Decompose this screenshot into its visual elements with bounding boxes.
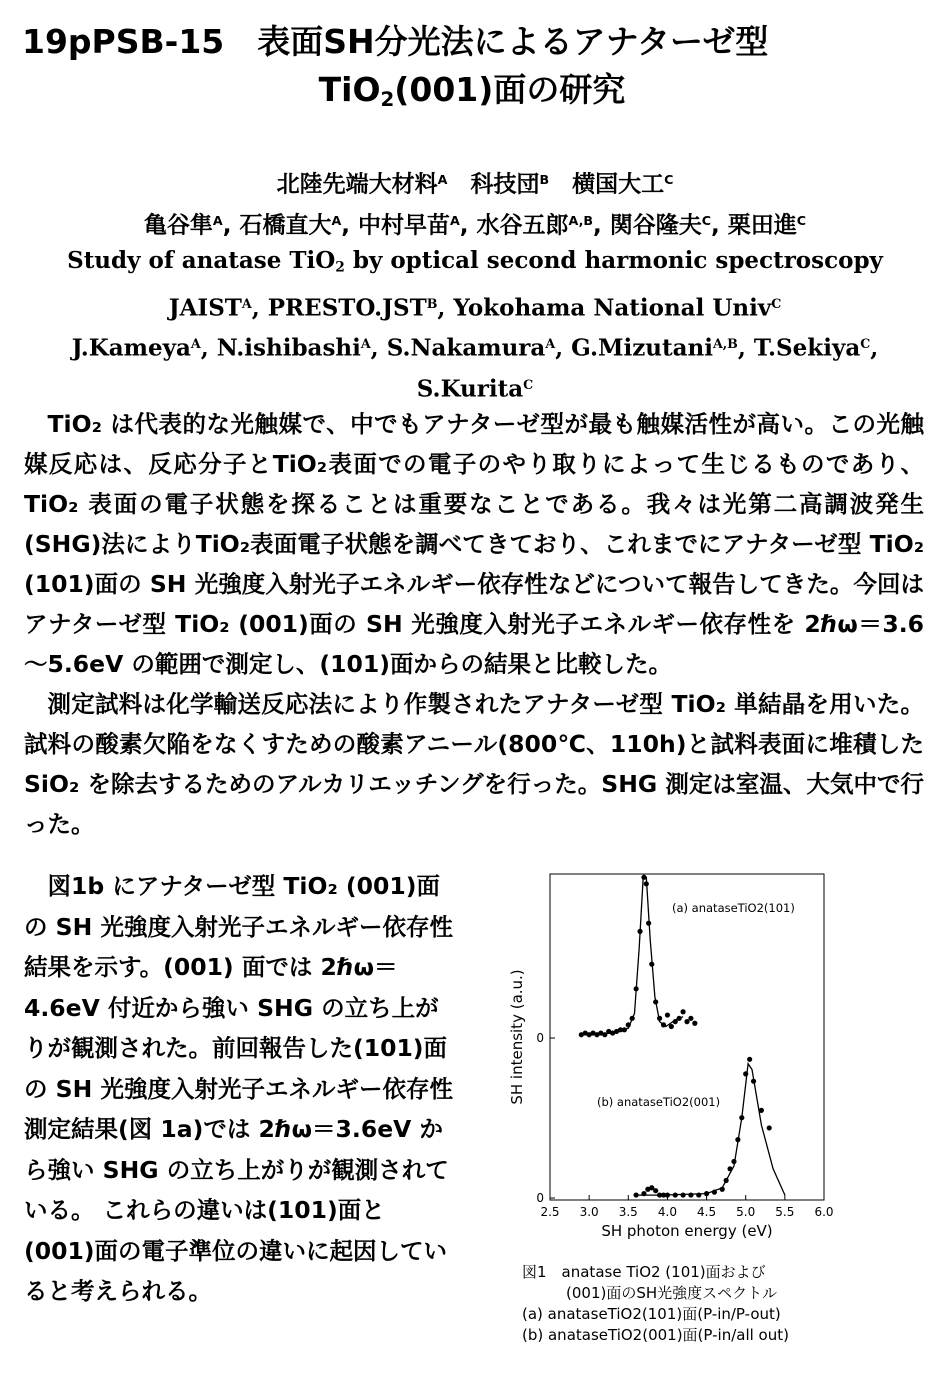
series-0-point-17 [644,881,649,886]
affiliation-jp-sup-1: B [539,172,550,187]
author-en-sup-4: C [860,336,871,352]
series-1-point-14 [720,1187,725,1192]
figure-1 [492,862,932,1382]
author-jp-sup-1: A [331,212,342,228]
results-column [24,866,454,1312]
english-title [20,243,930,285]
series-1-point-23 [759,1108,764,1113]
affiliation-en-1: PRESTO.JST [267,294,427,322]
author-en-sup-1: A [360,336,371,352]
series-1-point-0 [634,1192,639,1197]
affiliation-en-0: JAIST [168,294,242,322]
author-en-4: T.Sekiya [753,334,861,362]
affiliation-jp-0: 北陸先端大材料 [276,171,438,198]
series-1-point-13 [712,1190,717,1195]
author-en-3: G.Mizutani [571,334,713,362]
series-0-point-27 [680,1009,685,1014]
series-1-point-7 [665,1192,670,1197]
affiliation-jp-sup-2: C [664,172,674,187]
english-title-sub: 2 [335,259,345,276]
paper-title [22,18,922,124]
series-1-point-20 [743,1071,748,1076]
series-1-point-12 [704,1191,709,1196]
series-1-point-11 [696,1192,701,1197]
series-1-point-18 [735,1137,740,1142]
y-tick-label-1: 0 [536,1191,544,1205]
y-tick-label-0: 0 [536,1031,544,1045]
abstract-body [24,404,924,844]
author-en-1: N.ishibashi [216,334,361,362]
caption-line-1: 図1 anatase TiO2 (101)面および [522,1263,766,1281]
series-1-point-19 [739,1115,744,1120]
author-en-sup-3: A,B [712,336,738,352]
abstract-paragraph-2: 測定試料は化学輸送反応法により作製されたアナターゼ型 TiO₂ 単結晶を用いた。試料の酸素欠陥をなくすための酸素アニール(800℃、110h)と試料表面に堆積した SiO₂ を除去するためのアルカリエッチングを行った。SHG 測定は室温、大気中で行った。 [24,690,924,838]
x-tick-label-7: 6.0 [814,1205,834,1219]
sh-spectrum-chart [492,862,932,1262]
affiliation-en-sup-2: C [771,295,782,311]
x-tick-label-1: 3.0 [579,1205,599,1219]
author-jp-sup-4: C [701,212,712,228]
series-1-point-9 [680,1192,685,1197]
author-en-sup-0: A [190,336,201,352]
x-axis-label: SH photon energy (eV) [601,1222,773,1240]
figure-caption [522,1262,932,1346]
author-jp-0: 亀谷隼 [143,212,213,239]
series-1-point-16 [727,1166,732,1171]
author-jp-sup-3: A,B [568,212,594,228]
series-1-point-4 [653,1188,658,1193]
affiliation-jp-1: 科技団 [470,171,540,198]
series-0-point-18 [646,921,651,926]
author-jp-sup-0: A [212,212,223,228]
series-0-point-26 [677,1016,682,1021]
series-1-point-15 [724,1178,729,1183]
x-tick-label-6: 5.5 [775,1205,795,1219]
series-0-point-12 [626,1022,631,1027]
affiliations-jp [20,162,930,203]
caption-line-4: (b) anataseTiO2(001)面(P-in/all out) [522,1326,789,1344]
author-jp-sup-2: A [450,212,460,228]
affiliation-jp-sup-0: A [437,172,448,187]
author-jp-sup-5: C [796,212,807,228]
authors-jp: 亀谷隼$^A$, 石橋直大$^A$, 中村早苗$^A$, 水谷五郎$^{A,B}$, 関谷隆夫$^C$, 栗田進$^C$ [143,212,807,239]
author-jp-4: 関谷隆夫 [609,212,702,239]
series-1-point-21 [747,1057,752,1062]
x-tick-label-4: 4.5 [697,1205,717,1219]
affiliation-en-sup-1: B [426,295,438,311]
series-1-curve [636,1064,785,1195]
series-1-point-10 [688,1192,693,1197]
series-1-point-8 [673,1192,678,1197]
title-line-2-sub: 2 [380,87,395,111]
series-1-point-22 [751,1079,756,1084]
series-0-point-19 [649,962,654,967]
title-line-2-post: (001)面の研究 [394,70,626,109]
series-0-point-22 [661,1022,666,1027]
author-jp-2: 中村早苗 [358,212,450,239]
abstract-paragraph-3: 図1b にアナターゼ型 TiO₂ (001)面の SH 光強度入射光子エネルギー依存性結果を示す。(001) 面では 2ℏω＝4.6eV 付近から強い SHG の立ち上がりが観測された。前回報告した(101)面の SH 光強度入射光子エネルギー依存性測定結果(図 1a)では 2ℏω＝3.6eV から強い SHG の立ち上がりが観測されている。 これらの違いは(101)面と (001)面の電子準位の違いに起因していると考えられる。 [24,872,453,1305]
series-1-point-17 [731,1159,736,1164]
affiliations-en: $JAIST^A$, $PRESTO.JST^B$, Yokohama National Univ$^C$ [168,294,782,322]
series-0-label: (a) anataseTiO2(101) [672,901,795,915]
series-0-point-11 [622,1027,627,1032]
author-jp-5: 栗田進 [727,212,797,239]
affiliation-en-2: Yokohama National Univ [453,294,772,322]
authors-en: J.Kameya$^A$, N.ishibashi$^A$, S.Nakamura$^A$, G.Mizutani$^{A,B}$, T.Sekiya$^C$, S.Kurita$^C$ [71,334,879,403]
x-tick-label-3: 4.0 [657,1205,677,1219]
series-1-label: (b) anataseTiO2(001) [597,1095,721,1109]
x-tick-label-2: 3.5 [618,1205,638,1219]
series-0-curve [581,877,683,1034]
author-en-2: S.Nakamura [386,334,546,362]
series-0-point-24 [669,1024,674,1029]
title-line-2-pre: TiO [318,70,381,109]
series-1-point-1 [641,1191,646,1196]
x-tick-label-0: 2.5 [540,1205,560,1219]
series-0-point-20 [653,999,658,1004]
english-title-pre: Study of anatase TiO [67,247,336,275]
author-en-sup-5: C [523,376,534,392]
caption-line-3: (a) anataseTiO2(101)面(P-in/P-out) [522,1305,781,1323]
series-0-point-15 [637,929,642,934]
author-en-5: S.Kurita [416,375,524,403]
series-0-point-29 [688,1016,693,1021]
x-tick-label-5: 5.0 [736,1205,756,1219]
series-1-point-24 [767,1125,772,1130]
affiliation-jp-2: 横国大工 [572,171,665,198]
title-line-1: 19pPSB-15 表面SH分光法によるアナターゼ型 [22,22,769,61]
author-jp-3: 水谷五郎 [476,212,569,239]
y-axis-label: SH intensity (a.u.) [508,969,526,1105]
english-title-post: by optical second harmonic spectroscopy [344,247,883,275]
series-0-point-23 [665,1012,670,1017]
caption-line-2: (001)面のSH光強度スペクトル [566,1284,778,1302]
series-0-point-13 [630,1016,635,1021]
affiliation-en-sup-0: A [241,295,252,311]
plot-frame [550,874,824,1200]
series-0-point-14 [634,986,639,991]
series-0-point-30 [692,1021,697,1026]
abstract-paragraph-1: TiO₂ は代表的な光触媒で、中でもアナターゼ型が最も触媒活性が高い。この光触媒反応は、反応分子とTiO₂表面での電子のやり取りによって生じるものであり、TiO₂ 表面の電子状態を探ることは重要なことである。我々は光第二高調波発生(SHG)法によりTiO₂表面電子状態を調べてきており、これまでにアナターゼ型 TiO₂ (101)面の SH 光強度入射光子エネルギー依存性などについて報告してきた。今回はアナターゼ型 TiO₂ (001)面の SH 光強度入射光子エネルギー依存性を 2ℏω＝3.6～5.6eV の範囲で測定し、(101)面からの結果と比較した。 [24,410,924,678]
author-block [20,162,930,407]
series-0-point-16 [641,875,646,880]
title-line-2 [22,66,922,124]
author-en-sup-2: A [545,336,556,352]
author-en-0: J.Kameya [71,334,191,362]
author-jp-1: 石橋直大 [239,212,332,239]
series-0-point-21 [657,1016,662,1021]
